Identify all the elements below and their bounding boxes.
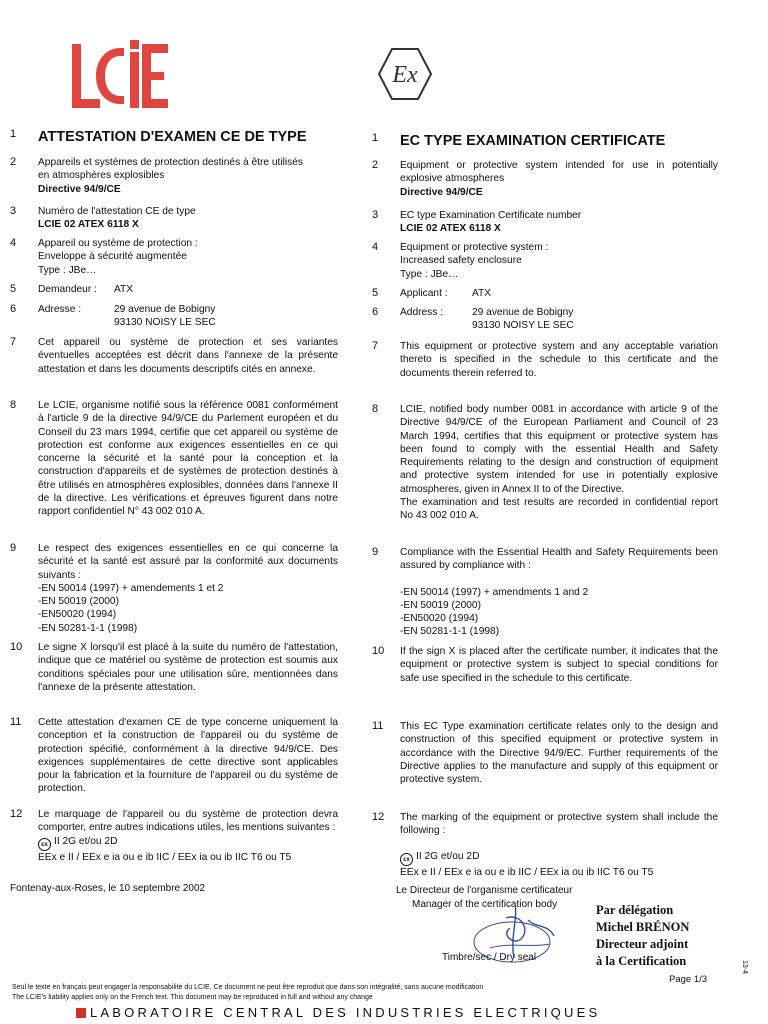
en-standard: -EN 50014 (1997) + amendments 1 and 2 xyxy=(400,586,589,598)
en-s10-text: If the sign X is placed after the certificate number, it indicates that the equipment or protective system is subject to special conditions for safe use specified in the schedule to this certificate. xyxy=(400,646,718,684)
en-s12-text: The marking of the equipment or protective system shall include the following : xyxy=(400,812,718,837)
fr-standard: -EN 50019 (2000) xyxy=(38,596,119,608)
fr-cert-number: LCIE 02 ATEX 6118 X xyxy=(38,219,139,231)
en-standard: -EN50020 (1994) xyxy=(400,613,479,625)
dry-seal-label: Timbre/sec / Dry seal xyxy=(442,952,537,963)
en-section-9 xyxy=(372,546,718,639)
page-number: Page 1/3 xyxy=(669,974,708,985)
fr-s11-text: Cette attestation d'examen CE de type concerne uniquement la conception et la construction de l'appareil ou du système de protection spécifié, conformément à la directive 94/9/CE. Des exigences supplémentaires de cette directive sont applicables pour la fabrication et la fourniture de l'appareil ou du système de protection. xyxy=(38,717,338,795)
ex-hexagon-icon xyxy=(376,46,434,102)
fr-section-6 xyxy=(10,303,338,330)
en-section-2 xyxy=(372,159,718,199)
fr-s10-text: Le signe X lorsqu'il est placé à la suite du numéro de l'attestation, indique que ce matériel ou système de protection est soumis aux conditions spéciales pour une utilisation sûre, mentionnées dans l'annexe de la présente attestation. xyxy=(38,642,338,693)
en-section-10 xyxy=(372,645,718,685)
disclaimer-en: The LCIE's liability applies only on the French text. This document may be reproduced in full and without any change xyxy=(12,994,373,1001)
en-equipment-desc: Increased safety enclosure xyxy=(400,255,522,267)
section-number: 5 xyxy=(372,287,379,299)
lcie-logo xyxy=(70,38,170,112)
section-number: 4 xyxy=(372,241,379,253)
lab-name-footer xyxy=(76,1005,600,1020)
en-s9-text: Compliance with the Essential Health and Safety Requirements been assured by compliance with : xyxy=(400,547,718,572)
fr-section-7 xyxy=(10,336,338,376)
en-equipment-type: Type : JBe… xyxy=(400,268,459,280)
fr-standard: -EN50020 (1994) xyxy=(38,609,117,621)
en-s7-text: This equipment or protective system and any acceptable variation thereto is specified in the schedule to this certificate and the documents therein referred to. xyxy=(400,341,718,379)
en-standard: -EN 50281-1-1 (1998) xyxy=(400,626,500,638)
en-section-5 xyxy=(372,287,718,300)
en-section-8 xyxy=(372,403,718,523)
en-cert-number-label: EC type Examination Certificate number xyxy=(400,210,582,221)
en-directive: Directive 94/9/CE xyxy=(400,186,483,198)
fr-place-date: Fontenay-aux-Roses, le 10 septembre 2002 xyxy=(10,883,206,894)
en-standard: -EN 50019 (2000) xyxy=(400,599,481,611)
en-address-line2: 93130 NOISY LE SEC xyxy=(472,320,574,332)
stamp-line-1: Par délégation xyxy=(596,903,674,917)
en-equipment-label: Equipment or protective system : xyxy=(400,242,549,253)
red-square-icon xyxy=(76,1008,86,1018)
en-s8-text: LCIE, notified body number 0081 in accordance with article 9 of the Directive 94/9/CE of the European Parliament and Council of 23 March 1994, certifies that this equipment or protective system has been found to comply with the essential Health and Safety Requirements relating to the design and construction of equipment and protective system intended for use in potentially explosive atmospheres, given in Annex II to of the Directive. xyxy=(400,404,718,495)
director-label-en: Manager of the certification body xyxy=(412,899,558,910)
en-section-3 xyxy=(372,209,718,236)
stamp-line-3: Directeur adjoint xyxy=(596,937,689,951)
section-number: 9 xyxy=(372,546,379,558)
en-title: EC TYPE EXAMINATION CERTIFICATE xyxy=(400,133,666,149)
fr-section-1 xyxy=(10,128,338,146)
section-number: 7 xyxy=(10,336,17,348)
fr-s2-line2: en atmosphères explosibles xyxy=(38,170,165,182)
section-number: 8 xyxy=(372,403,379,415)
en-marking-2: EEx e II / EEx e ia ou e ib IIC / EEx ia ou ib IIC T6 ou T5 xyxy=(400,866,654,878)
stamp-line-2: Michel BRÉNON xyxy=(596,920,690,934)
section-number: 1 xyxy=(10,128,17,140)
fr-section-5 xyxy=(10,283,338,296)
fr-section-11 xyxy=(10,716,338,796)
fr-applicant: ATX xyxy=(114,284,134,295)
section-number: 6 xyxy=(10,303,17,315)
fr-directive: Directive 94/9/CE xyxy=(38,183,121,195)
fr-equipment-desc: Enveloppe à sécurité augmentée xyxy=(38,251,187,263)
fr-title: ATTESTATION D'EXAMEN CE DE TYPE xyxy=(38,129,307,145)
ex-mark-icon: εx xyxy=(38,838,51,851)
en-address-label: Address : xyxy=(400,307,444,318)
side-code: 13-4 xyxy=(741,960,748,975)
section-number: 3 xyxy=(10,205,17,217)
en-applicant: ATX xyxy=(472,288,492,299)
fr-marking-2: EEx e II / EEx e ia ou e ib IIC / EEx ia ou ib IIC T6 ou T5 xyxy=(38,851,292,863)
en-cert-number: LCIE 02 ATEX 6118 X xyxy=(400,223,501,235)
fr-applicant-label: Demandeur : xyxy=(38,284,97,295)
section-number: 2 xyxy=(372,159,379,171)
fr-equipment-label: Appareil ou système de protection : xyxy=(38,238,198,249)
section-number: 3 xyxy=(372,209,379,221)
ex-mark-icon: εx xyxy=(400,853,413,866)
fr-s9-text: Le respect des exigences essentielles en ce qui concerne la sécurité et la santé est assuré par la conformité aux documents suivants : xyxy=(38,543,338,581)
en-applicant-label: Applicant : xyxy=(400,288,448,299)
fr-section-8 xyxy=(10,399,338,519)
fr-section-10 xyxy=(10,641,338,694)
section-number: 11 xyxy=(10,716,22,728)
fr-standard: -EN 50014 (1997) + amendements 1 et 2 xyxy=(38,582,224,594)
section-number: 10 xyxy=(372,645,385,657)
section-number: 7 xyxy=(372,340,379,352)
section-number: 11 xyxy=(372,720,384,732)
en-s2-text: Equipment or protective system intended for use in potentially explosive atmospheres xyxy=(400,160,718,185)
section-number: 10 xyxy=(10,641,23,653)
fr-s2-line1: Appareils et systèmes de protection destinés à être utilisés xyxy=(38,157,304,168)
section-number: 2 xyxy=(10,156,17,168)
en-s8-text2: The examination and test results are recorded in confidential report No 43 002 010 A. xyxy=(400,497,718,522)
ex-mark-text: Ex xyxy=(392,62,418,88)
fr-section-2 xyxy=(10,156,338,196)
fr-cert-number-label: Numéro de l'attestation CE de type xyxy=(38,206,196,217)
disclaimer-fr: Seul le texte en français peut engager la responsabilité du LCIE. Ce document ne peut être reproduit que dans son intégralité, sans aucune modification xyxy=(12,984,484,991)
en-section-11 xyxy=(372,720,718,786)
section-number: 12 xyxy=(372,811,385,823)
fr-equipment-type: Type : JBe… xyxy=(38,264,97,276)
fr-address-line1: 29 avenue de Bobigny xyxy=(114,304,216,315)
fr-address-line2: 93130 NOISY LE SEC xyxy=(114,317,216,329)
director-label-fr: Le Directeur de l'organisme certificateur xyxy=(396,885,573,896)
section-number: 12 xyxy=(10,808,23,820)
fr-section-3 xyxy=(10,205,338,232)
en-section-12 xyxy=(372,811,718,879)
section-number: 5 xyxy=(10,283,17,295)
fr-address-label: Adresse : xyxy=(38,304,82,315)
en-marking-1: II 2G et/ou 2D xyxy=(416,850,480,862)
en-address-line1: 29 avenue de Bobigny xyxy=(472,307,574,318)
fr-s8-text: Le LCIE, organisme notifié sous la référence 0081 conformément à l'article 9 de la directive 94/9/CE du Parlement européen et du Conseil du 23 mars 1994, certifie que cet appareil ou système de protection est conforme aux exigences essentielles en ce qui concerne la sécurité et la santé pour la conception et la construction d'appareils et de systèmes de protection destinés à être utilisés en atmosphères explosibles, données dans l'annexe II de la directive. Les vérifications et épreuves figurent dans notre rapport confidentiel N° 43 002 010 A. xyxy=(38,400,338,518)
section-number: 9 xyxy=(10,542,17,554)
en-section-7 xyxy=(372,340,718,380)
fr-standard: -EN 50281-1-1 (1998) xyxy=(38,622,138,634)
fr-section-4 xyxy=(10,237,338,277)
en-section-4 xyxy=(372,241,718,281)
stamp-line-4: à la Certification xyxy=(596,954,687,968)
section-number: 8 xyxy=(10,399,17,411)
lab-name: LABORATOIRE CENTRAL DES INDUSTRIES ELECTRIQUES xyxy=(90,1005,601,1020)
section-number: 6 xyxy=(372,306,379,318)
fr-s7-text: Cet appareil ou système de protection et ses variantes éventuelles acceptées est décrit dans l'annexe de la présente attestation et dans les documents descriptifs cités en annexe. xyxy=(38,337,338,375)
fr-section-12 xyxy=(10,808,338,864)
section-number: 1 xyxy=(372,132,379,144)
section-number: 4 xyxy=(10,237,17,249)
fr-section-9 xyxy=(10,542,338,635)
en-section-1 xyxy=(372,132,718,150)
fr-marking-1: II 2G et/ou 2D xyxy=(54,835,118,847)
en-s11-text: This EC Type examination certificate relates only to the design and construction of this specified equipment or protective system in accordance with the Directive 94/9/EC. Further requirements of the Directive applies to the manufacture and supply of this equipment or protective system. xyxy=(400,721,718,786)
en-section-6 xyxy=(372,306,718,333)
delegation-stamp xyxy=(596,902,689,970)
fr-s12-text: Le marquage de l'appareil ou du système de protection devra comporter, entre autres indications utiles, les mentions suivantes : xyxy=(38,809,338,834)
